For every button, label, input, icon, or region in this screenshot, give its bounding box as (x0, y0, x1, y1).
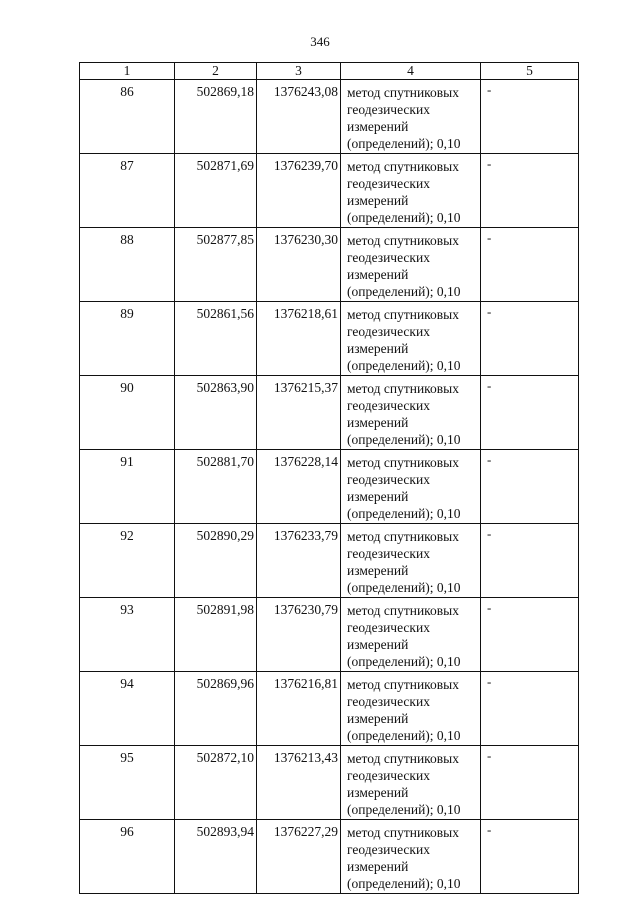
table-row (80, 80, 579, 154)
method-line: измерений (347, 415, 409, 430)
y-coordinate-cell: 1376230,30 (257, 228, 341, 302)
y-coordinate-cell: 1376239,70 (257, 154, 341, 228)
method-line: метод спутниковых (347, 455, 459, 470)
x-coordinate-cell: 502877,85 (175, 228, 257, 302)
y-coordinate-cell: 1376213,43 (257, 746, 341, 820)
method-cell (341, 524, 481, 598)
table-row (80, 228, 579, 302)
y-coordinate-cell: 1376230,79 (257, 598, 341, 672)
method-line: метод спутниковых (347, 751, 459, 766)
method-line: (определений); 0,10 (347, 802, 461, 817)
method-line: метод спутниковых (347, 603, 459, 618)
method-line: геодезических (347, 324, 430, 339)
method-cell (341, 376, 481, 450)
method-line: геодезических (347, 842, 430, 857)
col5-cell: - (481, 746, 579, 820)
method-line: (определений); 0,10 (347, 728, 461, 743)
method-line: (определений); 0,10 (347, 136, 461, 151)
x-coordinate-cell: 502861,56 (175, 302, 257, 376)
method-cell (341, 228, 481, 302)
method-line: измерений (347, 785, 409, 800)
y-coordinate-cell: 1376228,14 (257, 450, 341, 524)
method-line: (определений); 0,10 (347, 506, 461, 521)
method-line: измерений (347, 637, 409, 652)
x-coordinate-cell: 502872,10 (175, 746, 257, 820)
point-number-cell: 91 (80, 450, 175, 524)
col5-cell: - (481, 524, 579, 598)
x-coordinate-cell: 502890,29 (175, 524, 257, 598)
x-coordinate-cell: 502881,70 (175, 450, 257, 524)
method-line: метод спутниковых (347, 825, 459, 840)
method-cell (341, 154, 481, 228)
col5-cell: - (481, 450, 579, 524)
point-number-cell: 96 (80, 820, 175, 894)
x-coordinate-cell: 502891,98 (175, 598, 257, 672)
method-line: измерений (347, 711, 409, 726)
point-number-cell: 89 (80, 302, 175, 376)
method-line: геодезических (347, 546, 430, 561)
table-row (80, 598, 579, 672)
method-line: измерений (347, 193, 409, 208)
method-line: измерений (347, 119, 409, 134)
method-line: геодезических (347, 102, 430, 117)
header-col-3: 3 (257, 63, 341, 80)
table-row (80, 746, 579, 820)
point-number-cell: 88 (80, 228, 175, 302)
method-line: измерений (347, 859, 409, 874)
method-line: геодезических (347, 768, 430, 783)
table-row (80, 154, 579, 228)
method-line: измерений (347, 489, 409, 504)
point-number-cell: 86 (80, 80, 175, 154)
method-line: метод спутниковых (347, 307, 459, 322)
x-coordinate-cell: 502871,69 (175, 154, 257, 228)
point-number-cell: 87 (80, 154, 175, 228)
method-line: метод спутниковых (347, 529, 459, 544)
header-col-1: 1 (80, 63, 175, 80)
method-cell (341, 598, 481, 672)
method-line: геодезических (347, 250, 430, 265)
method-line: геодезических (347, 694, 430, 709)
method-line: метод спутниковых (347, 233, 459, 248)
page-number: 346 (310, 34, 330, 49)
header-col-5: 5 (481, 63, 579, 80)
point-number-cell: 93 (80, 598, 175, 672)
method-line: измерений (347, 341, 409, 356)
col5-cell: - (481, 820, 579, 894)
table-row (80, 376, 579, 450)
table-row (80, 672, 579, 746)
y-coordinate-cell: 1376215,37 (257, 376, 341, 450)
method-line: геодезических (347, 472, 430, 487)
table-row (80, 450, 579, 524)
table-header-row (80, 63, 579, 80)
method-line: измерений (347, 563, 409, 578)
point-number-cell: 94 (80, 672, 175, 746)
col5-cell: - (481, 302, 579, 376)
method-cell (341, 820, 481, 894)
header-col-2: 2 (175, 63, 257, 80)
method-cell (341, 302, 481, 376)
method-cell (341, 450, 481, 524)
table-row (80, 820, 579, 894)
method-line: геодезических (347, 176, 430, 191)
method-line: метод спутниковых (347, 85, 459, 100)
method-line: измерений (347, 267, 409, 282)
table-row (80, 302, 579, 376)
x-coordinate-cell: 502869,18 (175, 80, 257, 154)
method-line: геодезических (347, 398, 430, 413)
method-cell (341, 672, 481, 746)
col5-cell: - (481, 672, 579, 746)
col5-cell: - (481, 598, 579, 672)
y-coordinate-cell: 1376227,29 (257, 820, 341, 894)
method-line: (определений); 0,10 (347, 432, 461, 447)
method-line: метод спутниковых (347, 381, 459, 396)
table-row (80, 524, 579, 598)
coordinates-table (79, 62, 579, 894)
method-line: метод спутниковых (347, 159, 459, 174)
x-coordinate-cell: 502869,96 (175, 672, 257, 746)
table-body (80, 80, 579, 894)
y-coordinate-cell: 1376233,79 (257, 524, 341, 598)
point-number-cell: 90 (80, 376, 175, 450)
col5-cell: - (481, 80, 579, 154)
method-cell (341, 746, 481, 820)
method-line: (определений); 0,10 (347, 210, 461, 225)
method-line: геодезических (347, 620, 430, 635)
y-coordinate-cell: 1376218,61 (257, 302, 341, 376)
x-coordinate-cell: 502863,90 (175, 376, 257, 450)
method-line: (определений); 0,10 (347, 580, 461, 595)
method-line: (определений); 0,10 (347, 654, 461, 669)
x-coordinate-cell: 502893,94 (175, 820, 257, 894)
method-cell (341, 80, 481, 154)
method-line: метод спутниковых (347, 677, 459, 692)
method-line: (определений); 0,10 (347, 284, 461, 299)
header-col-4: 4 (341, 63, 481, 80)
y-coordinate-cell: 1376243,08 (257, 80, 341, 154)
col5-cell: - (481, 228, 579, 302)
method-line: (определений); 0,10 (347, 358, 461, 373)
method-line: (определений); 0,10 (347, 876, 461, 891)
point-number-cell: 92 (80, 524, 175, 598)
y-coordinate-cell: 1376216,81 (257, 672, 341, 746)
col5-cell: - (481, 154, 579, 228)
col5-cell: - (481, 376, 579, 450)
point-number-cell: 95 (80, 746, 175, 820)
